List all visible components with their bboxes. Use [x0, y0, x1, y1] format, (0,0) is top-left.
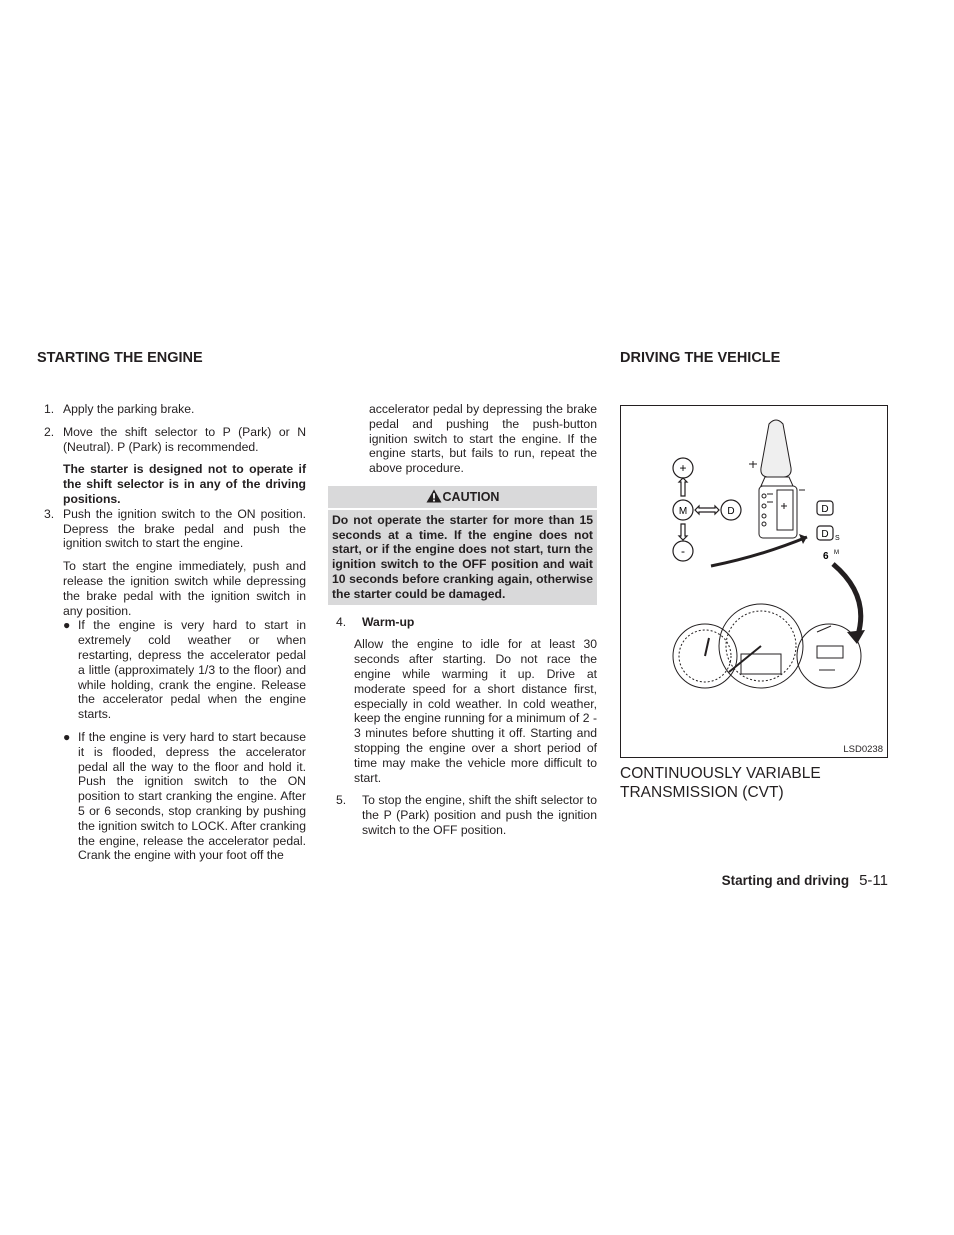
plus-label: +	[679, 461, 687, 475]
starter-note: The starter is designed not to operate if the shift selector is in any of the driving positions.	[63, 462, 306, 506]
bullet-icon: ●	[63, 618, 71, 633]
caution-text: Do not operate the starter for more than 15 seconds at a time. If the engine does not start, or if the engine does not start, turn the ignition switch to the OFF position and wait 10 seconds before cranking again, otherwise the starter could be damaged.	[332, 512, 593, 601]
warm-up-paragraph: Allow the engine to idle for at least 30 seconds after starting. Do not race the engine while warming it up. Drive at moderate speed for a short distance first, especially in cold weather. In cold weather, keep the engine running for a minimum of 2 - 3 minutes before shutting it off. Starting and stopping the engine over a short period of time may make the vehicle more difficult to start.	[354, 637, 597, 785]
cvt-illustration	[621, 406, 887, 757]
display-pointer-arrow-icon	[833, 564, 861, 638]
continued-paragraph: accelerator pedal by depressing the brake pedal and pushing the push-button ignition switch to start the engine. If the engine starts, but fails to run, repeat the above procedure.	[369, 402, 597, 476]
caution-title: CAUTION	[442, 489, 500, 504]
gear-d-label: D	[821, 504, 829, 515]
bullet-icon: ●	[63, 729, 71, 744]
step-number: 2.	[44, 424, 55, 439]
step-number: 3.	[44, 506, 55, 521]
step-number: 5.	[336, 793, 347, 808]
step-text: Apply the parking brake.	[63, 402, 195, 416]
manual-label: M	[678, 506, 688, 517]
bullet-item-flooded	[44, 730, 306, 863]
bullet-text: If the engine is very hard to start because it is flooded, depress the accelerator pedal all the way to the floor and hold it. Push the ignition switch to the ON position to start cranking the engine. After 5 or 6 seconds, stop cranking by pushing the ignition switch to LOCK. After cranking the engine, release the accelerator pedal. Crank the engine with your foot off the	[78, 729, 306, 863]
column-left	[44, 402, 306, 871]
immediate-start-paragraph: To start the engine immediately, push and release the ignition switch while depressing the brake pedal with the ignition switch in any position.	[63, 559, 306, 618]
step-text: Move the shift selector to P (Park) or N (Neutral). P (Park) is recommended.	[63, 424, 306, 454]
step-number: 4.	[336, 614, 347, 629]
footer-section-title: Starting and driving	[721, 873, 850, 888]
caution-box	[328, 486, 597, 605]
list-item-step-5	[336, 793, 597, 837]
step-text: To stop the engine, shift the shift selector to the P (Park) position and push the ignition switch to the OFF position.	[362, 793, 597, 837]
gear-ds-s-label: S	[835, 535, 840, 542]
step-number: 1.	[44, 402, 55, 416]
manual-mode-diagram	[673, 458, 833, 561]
figure-caption: CONTINUOUSLY VARIABLE TRANSMISSION (CVT)	[620, 765, 821, 801]
list-item-step-2	[44, 425, 306, 455]
list-item-step-4	[336, 615, 597, 630]
step-text: Push the ignition switch to the ON position. Depress the brake pedal and push the ignition switch to start the engine.	[63, 506, 306, 551]
cvt-figure	[620, 405, 888, 758]
page-number: 5-11	[859, 872, 888, 889]
list-item-step-3	[44, 507, 306, 551]
gear-six-label: 6	[823, 551, 829, 562]
bullet-item-cold-weather	[44, 618, 306, 722]
figure-code: LSD0238	[843, 744, 883, 755]
column-middle	[328, 402, 597, 846]
gear-m-small-label: M	[834, 550, 839, 556]
page-footer	[722, 872, 888, 889]
shift-selector-icon	[749, 420, 805, 538]
step-title: Warm-up	[362, 614, 415, 629]
instrument-cluster-icon	[673, 604, 861, 688]
caution-header	[328, 486, 597, 510]
list-item-step-1	[44, 402, 306, 417]
minus-label: -	[681, 544, 685, 558]
gear-pointer-arrow-icon	[711, 537, 807, 566]
section-heading-starting-engine: STARTING THE ENGINE	[37, 350, 203, 366]
drive-label: D	[727, 506, 735, 517]
gear-ds-d-label: D	[821, 529, 829, 540]
section-heading-driving-vehicle: DRIVING THE VEHICLE	[620, 350, 781, 366]
warning-icon	[426, 489, 442, 503]
bullet-text: If the engine is very hard to start in extremely cold weather or when restarting, depress the accelerator pedal a little (approximately 1/3 to the floor) and while holding, crank the engine. Release the accelerator pedal when the engine starts.	[78, 618, 306, 722]
